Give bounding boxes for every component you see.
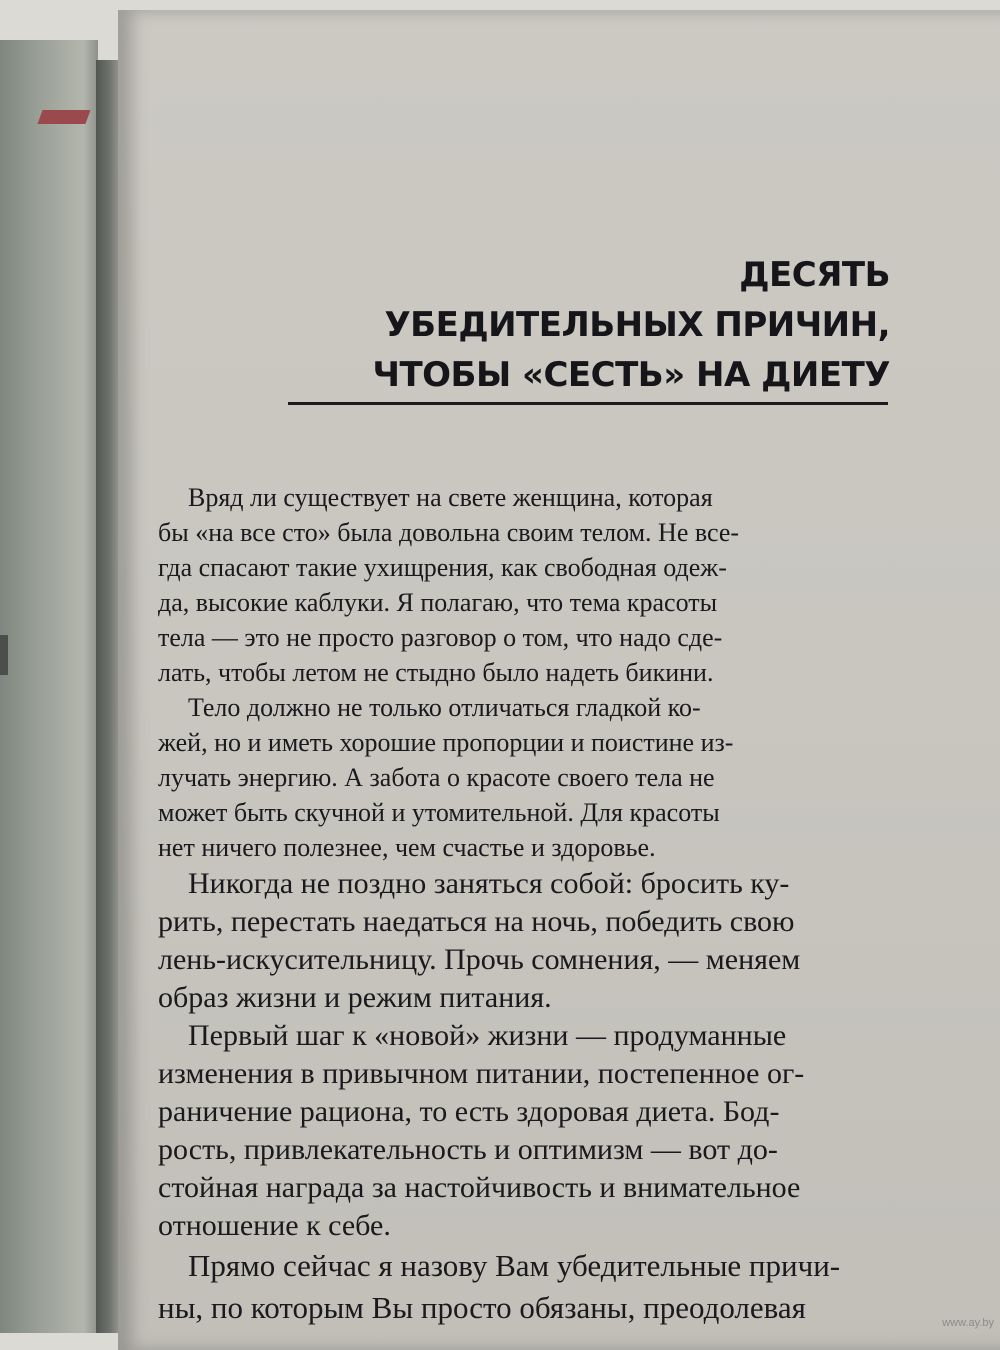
heading-line-3: ЧТОБЫ «СЕСТЬ» НА ДИЕТУ bbox=[372, 355, 890, 395]
text-line: жей, но и иметь хорошие пропорции и поистине из- bbox=[158, 728, 734, 757]
text-line: лучать энергию. А забота о красоте своего тела не bbox=[158, 763, 715, 792]
text-line: Первый шаг к «новой» жизни — продуманные bbox=[188, 1019, 787, 1052]
text-line: стойная награда за настойчивость и внимательное bbox=[158, 1171, 801, 1204]
body-text bbox=[158, 480, 978, 1329]
left-page-print-mark bbox=[0, 635, 8, 675]
text-line: нет ничего полезнее, чем счастье и здоровье. bbox=[158, 833, 656, 862]
text-line: раничение рациона, то есть здоровая диета. Бод- bbox=[158, 1095, 780, 1128]
left-page-edge bbox=[0, 40, 98, 1333]
paragraph-5 bbox=[158, 1245, 978, 1329]
text-line: рить, перестать наедаться на ночь, победить свою bbox=[158, 905, 795, 938]
text-line: Никогда не поздно заняться собой: бросить ку- bbox=[188, 867, 790, 900]
text-line: Прямо сейчас я назову Вам убедительные причи- bbox=[188, 1248, 841, 1283]
paragraph-3 bbox=[158, 865, 978, 1017]
text-line: бы «на все сто» была довольна своим телом. Не все- bbox=[158, 518, 740, 547]
text-line: изменения в привычном питании, постепенное ог- bbox=[158, 1057, 805, 1090]
paragraph-4 bbox=[158, 1017, 978, 1245]
text-line: образ жизни и режим питания. bbox=[158, 981, 552, 1014]
chapter-heading bbox=[250, 250, 890, 400]
text-line: отношение к себе. bbox=[158, 1209, 391, 1242]
text-line: тела — это не просто разговор о том, что надо сде- bbox=[158, 623, 723, 652]
paragraph-1 bbox=[158, 480, 978, 690]
left-page-red-cover-edge bbox=[37, 110, 90, 124]
text-line: Тело должно не только отличаться гладкой ко- bbox=[188, 693, 701, 722]
text-line: лать, чтобы летом не стыдно было надеть бикини. bbox=[158, 658, 714, 687]
text-line: да, высокие каблуки. Я полагаю, что тема красоты bbox=[158, 588, 718, 617]
heading-line-1: ДЕСЯТЬ bbox=[739, 255, 890, 295]
heading-underline bbox=[288, 402, 888, 405]
text-line: ны, по которым Вы просто обязаны, преодолевая bbox=[158, 1290, 806, 1325]
text-line: может быть скучной и утомительной. Для красоты bbox=[158, 798, 720, 827]
text-line: лень-искусительницу. Прочь сомнения, — меняем bbox=[158, 943, 801, 976]
heading-line-2: УБЕДИТЕЛЬНЫХ ПРИЧИН, bbox=[384, 305, 890, 345]
paragraph-2 bbox=[158, 690, 978, 865]
text-line: Вряд ли существует на свете женщина, которая bbox=[188, 483, 713, 512]
watermark: www.ay.by bbox=[942, 1317, 994, 1329]
text-line: рость, привлекательность и оптимизм — вот до- bbox=[158, 1133, 778, 1166]
text-line: гда спасают такие ухищрения, как свободная одеж- bbox=[158, 553, 727, 582]
